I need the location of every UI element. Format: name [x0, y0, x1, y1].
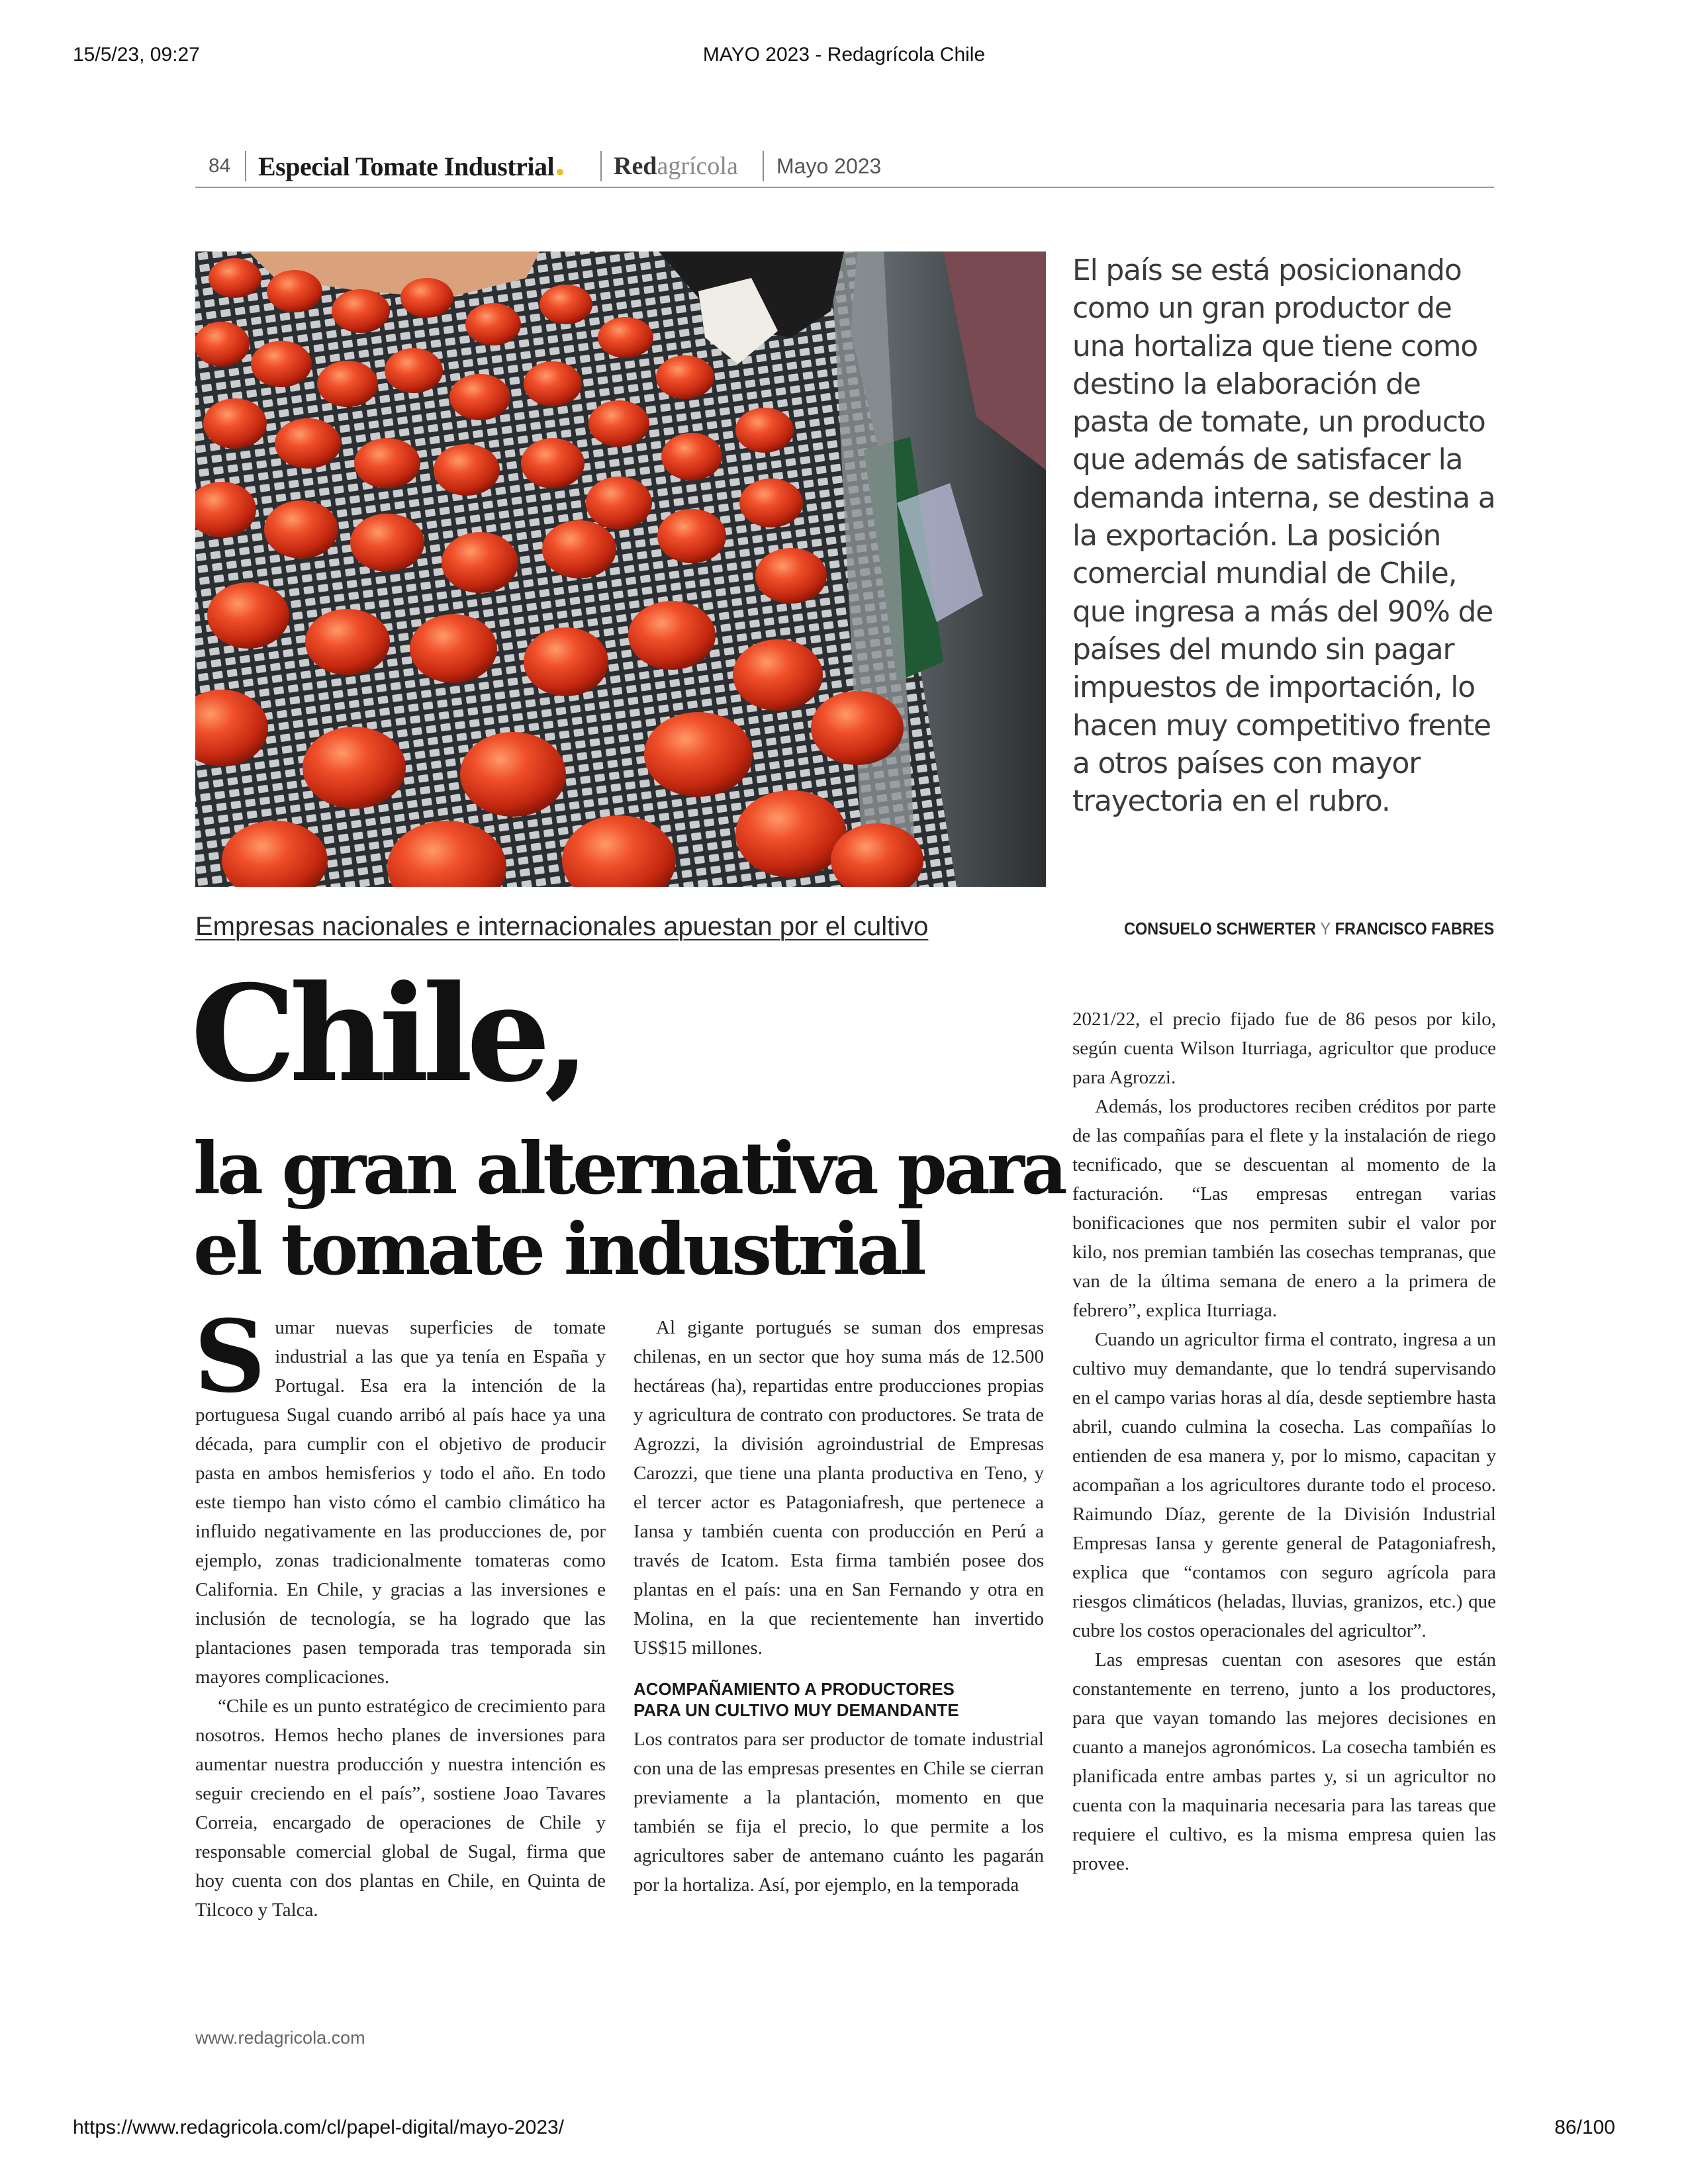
headline-sub-line1: la gran alternativa para	[193, 1127, 1064, 1210]
header-divider	[245, 151, 246, 181]
paragraph: Los contratos para ser productor de tomate industrial con una de las empresas presentes en Chile se cierran previamente a la plantación, momento en que también se fija el precio, lo que permite a los agricultores saber de antemano cuánto les pagarán por la hortaliza. Así, por ejemplo, en la temporada	[633, 1729, 1044, 1895]
pull-quote: El país se está posicionando como un gran productor de una hortaliza que tiene como destino la elaboración de pasta de tomate, un producto que además de satisfacer la demanda interna, se destina a la exportación. La posición comercial mundial de Chile, que ingresa a más del 90% de países del mundo sin pagar impuestos de importación, lo hacen muy competitivo frente a otros países con mayor trayectoria en el rubro.	[1072, 253, 1495, 819]
brand-red: Red	[614, 152, 657, 180]
print-page-count: 86/100	[1554, 2116, 1615, 2138]
subhead-line: ACOMPAÑAMIENTO A PRODUCTORES	[633, 1679, 955, 1699]
yellow-dot-icon	[557, 169, 563, 175]
print-title: MAYO 2023 - Redagrícola Chile	[702, 44, 986, 66]
header-divider	[763, 151, 764, 181]
kicker: Empresas nacionales e internacionales apuestan por el cultivo	[195, 912, 929, 941]
subhead-line: PARA UN CULTIVO MUY DEMANDANTE	[633, 1700, 959, 1720]
body-column-2	[633, 1313, 1044, 1899]
author-2: FRANCISCO FABRES	[1335, 919, 1494, 938]
byline	[1124, 919, 1494, 939]
section-title	[258, 151, 563, 181]
paragraph: Cuando un agricultor firma el contrato, ingresa a un cultivo muy demandante, que lo tendrá supervisando en el campo varias horas al día, desde septiembre hasta abril, cuando culmina la cosecha. Las compañías lo entienden de esa manera y, por lo mismo, capacitan y acompañan a los agricultores durante todo el proceso. Raimundo Díaz, gerente de la División Industrial Empresas Iansa y gerente general de Patagoniafresh, explica que “contamos con seguro agrícola para riesgos climáticos (heladas, lluvias, granizos, etc.) que cubre los costos operacionales del agricultor”.	[1072, 1329, 1496, 1641]
byline-separator: Y	[1320, 919, 1331, 938]
header-divider	[600, 151, 602, 181]
body-column-1	[194, 1298, 606, 1925]
brand-agricola: agrícola	[657, 152, 738, 180]
paragraph: Las empresas cuentan con asesores que están constantemente en terreno, junto a los productores, para que vayan tomando las mejores decisiones en cuanto a manejos agronómicos. La cosecha también es planificada entre ambas partes y, si un agricultor no cuenta con la maquinaria necesaria para las tareas que requiere el cultivo, es la misma empresa quien las provee.	[1072, 1649, 1496, 1874]
site-url: www.redagricola.com	[195, 2028, 365, 2048]
paragraph: Al gigante portugués se suman dos empresas chilenas, en un sector que hoy suma más de 12.500 hectáreas (ha), repartidas entre producciones propias y agricultura de contrato con productores. Se trata de Agrozzi, la división agroindustrial de Empresas Carozzi, que tiene una planta productiva en Teno, y el tercer actor es Patagoniafresh, que pertenece a Iansa y también cuenta con producción en Perú a través de Icatom. Esta firma también posee dos plantas en el país: una en San Fernando y otra en Molina, en la que recientemente han invertido US$15 millones.	[633, 1317, 1044, 1659]
page-number: 84	[209, 155, 231, 177]
tomato-conveyor-photo	[195, 251, 1046, 887]
author-1: CONSUELO SCHWERTER	[1123, 919, 1316, 938]
headline-sub-line2: el tomate industrial	[193, 1208, 923, 1291]
print-datetime: 15/5/23, 09:27	[73, 44, 200, 66]
section-title-text: Especial Tomate Industrial	[258, 151, 555, 181]
subhead	[633, 1674, 1044, 1725]
print-url: https://www.redagricola.com/cl/papel-digital/mayo-2023/	[73, 2116, 565, 2138]
paragraph: Además, los productores reciben créditos por parte de las compañías para el flete y la instalación de riego tecnificado, que se descuentan al momento de la facturación. “Las empresas entregan varias bonificaciones que nos permiten subir el valor por kilo, nos premian también las cosechas tempranas, que van de la última semana de enero a la primera de febrero”, explica Iturriaga.	[1072, 1096, 1496, 1321]
brand-logo	[614, 151, 738, 181]
headline-main: Chile,	[191, 956, 584, 1112]
paragraph	[194, 1298, 606, 1692]
paragraph-text: umar nuevas superficies de tomate industrial a las que ya tenía en España y Portugal. Esa era la intención de la portuguesa Sugal cuando arribó al país hace ya una década, para cumplir con el objetivo de producir pasta en ambos hemisferios y todo el año. En todo este tiempo han visto cómo el cambio climático ha influido negativamente en las producciones de, por ejemplo, zonas tradicionalmente tomateras como California. En Chile, y gracias a las inversiones e inclusión de tecnología, se ha logrado que las plantaciones pasen temporada tras temporada sin mayores complicaciones.	[195, 1317, 606, 1688]
paragraph: “Chile es un punto estratégico de crecimiento para nosotros. Hemos hecho planes de inversiones para aumentar nuestra producción y nuestra intención es seguir creciendo en el país”, sostiene Joao Tavares Correia, encargado de operaciones de Chile y responsable comercial global de Sugal, firma que hoy cuenta con dos plantas en Chile, en Quinta de Tilcoco y Talca.	[195, 1696, 606, 1921]
body-column-3	[1072, 1005, 1496, 1878]
magazine-header	[195, 144, 1494, 188]
paragraph: 2021/22, el precio fijado fue de 86 pesos por kilo, según cuenta Wilson Iturriaga, agricultor que produce para Agrozzi.	[1072, 1009, 1496, 1088]
drop-cap: S	[194, 1298, 266, 1415]
issue-date: Mayo 2023	[776, 154, 882, 178]
